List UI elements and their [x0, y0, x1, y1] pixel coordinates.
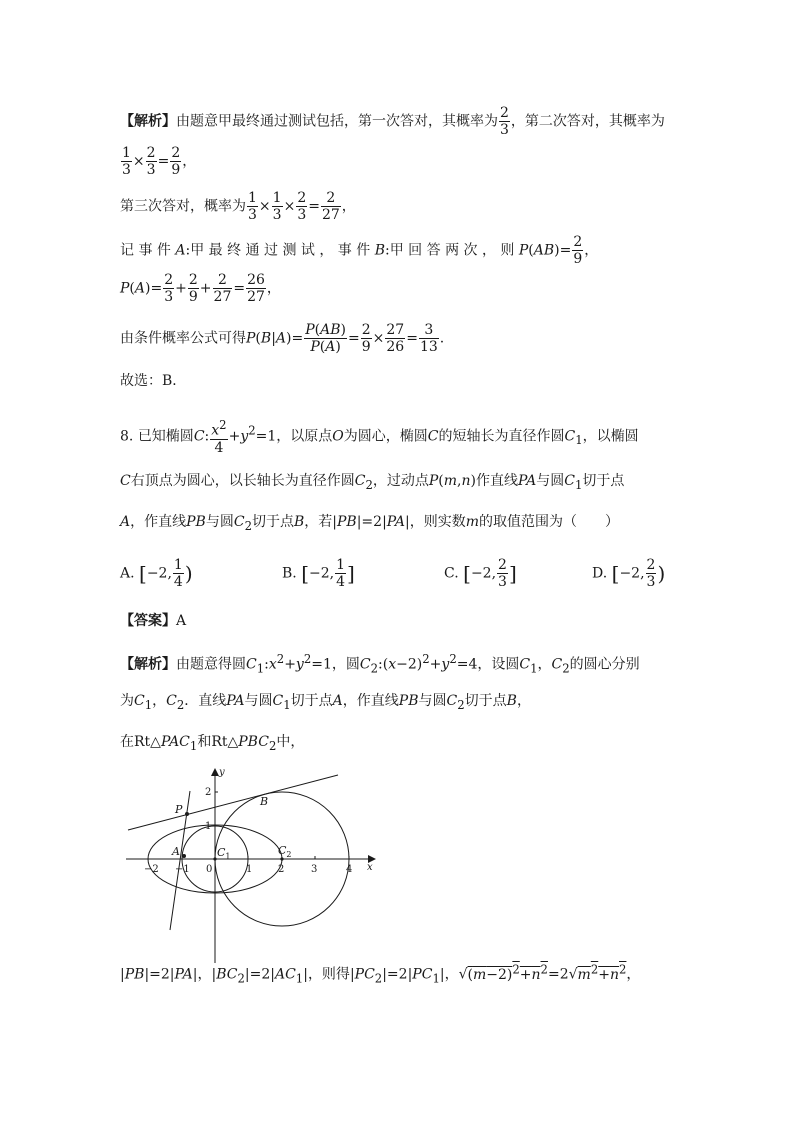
event-definition-line: 记 事 件 A:甲 最 终 通 过 测 试 ， 事 件 B:甲 回 答 两 次 ， 则 P(AB)= $\frac{2}{9}$ ， [120, 234, 599, 267]
prob-second-line: $\frac{1}{3}$ × $\frac{2}{3}$ = $\frac{2}{9}$ ， [122, 145, 197, 178]
line-pb [128, 775, 338, 830]
point-a [182, 854, 186, 858]
x-tick: 2 [278, 864, 285, 875]
question-number: 8. [120, 428, 134, 445]
x-tick: 4 [346, 864, 353, 875]
label-p: P [175, 803, 183, 816]
label-b: B [260, 795, 269, 808]
solution-line-1: 【解析】由题意得圆$C_1:x^2+y^2=1$，圆$C_2:(x-2)^2+y^2=4$，设圆$C_1$，$C_2$的圆心分别 [120, 652, 640, 676]
question-8-line-2: C右顶点为圆心，以长轴长为直径作圆$C_2$，过动点P(m,n)作直线PA与圆$C_1$切于点 [120, 473, 625, 492]
y-tick: 2 [205, 787, 212, 798]
option-d[interactable]: D. [−2, $\frac{2}{3}$ ) [592, 557, 666, 590]
y-axis-label: y [219, 767, 225, 778]
answer-line [120, 610, 186, 632]
choice-line: 故选：B． [120, 373, 187, 389]
conditional-prob-line: 由条件概率公式可得P(B|A)= $\frac{P(AB)}{P(A)}$ = $\frac{2}{9}$ × $\frac{27}{26}$ = $\frac{3}{13}$ . [120, 322, 445, 355]
analysis-para-1: 【解析】由题意甲最终通过测试包括，第一次答对，其概率为 $\frac{2}{3}$ ，第二次答对，其概率为 [120, 105, 665, 138]
x-axis-label: x [367, 862, 373, 873]
solution-line-2: 为$C_1$，$C_2$．直线PA与圆$C_1$切于点A，作直线PB与圆$C_2$切于点B， [120, 693, 531, 712]
point-c2 [280, 857, 283, 860]
prob-third-line: 第三次答对，概率为 $\frac{1}{3}$ × $\frac{1}{3}$ × $\frac{2}{3}$ = $\frac{2}{27}$ ， [120, 190, 356, 223]
x-tick: −2 [144, 864, 159, 875]
option-c[interactable]: C. [−2, $\frac{2}{3}$ ] [444, 557, 517, 590]
x-tick: 0 [206, 864, 213, 875]
answer-label: 【答案】 [120, 613, 176, 629]
label-c2: $C_2$ [278, 844, 292, 859]
geometry-figure [120, 765, 380, 965]
fraction: $\frac{2}{3}$ [500, 105, 509, 138]
solution-line-4: |PB|=2|PA|，$|BC_2|=2|AC_1|$，则得$|PC_2|=2|PC_1|$，$√(m-2)^2+n^2=2√m^2+n^2$， [120, 962, 641, 986]
x-tick: 1 [246, 864, 253, 875]
question-8-line-3: A，作直线PB与圆$C_2$切于点B，若|PB|=2|PA|，则实数m的取值范围为（ ） [120, 514, 620, 533]
point-p [185, 812, 189, 816]
question-8-line-1: 8. 已知椭圆C: $\frac{x^2}{4}$ $+y^2=1$，以原点O为圆心，椭圆C的短轴长为直径作圆$C_1$，以椭圆 [120, 418, 639, 456]
label-a: A [172, 845, 180, 858]
label-c1: $C_1$ [217, 846, 231, 861]
option-b[interactable]: B. [−2, $\frac{1}{4}$ ] [282, 557, 355, 590]
analysis-label: 【解析】 [120, 113, 176, 130]
option-a[interactable]: A. [−2, $\frac{1}{4}$ ) [120, 557, 193, 590]
solution-line-3: 在$Rt\triangle PAC_1$和$Rt\triangle PBC_2$中， [120, 734, 305, 753]
prob-a-line: P(A)= $\frac{2}{3}$ + $\frac{2}{9}$ + $\frac{2}{27}$ = $\frac{26}{27}$ ， [120, 272, 281, 305]
x-tick: 3 [311, 864, 318, 875]
x-tick: −1 [175, 864, 190, 875]
answer-value: A [176, 613, 187, 629]
y-tick: 1 [205, 821, 212, 832]
